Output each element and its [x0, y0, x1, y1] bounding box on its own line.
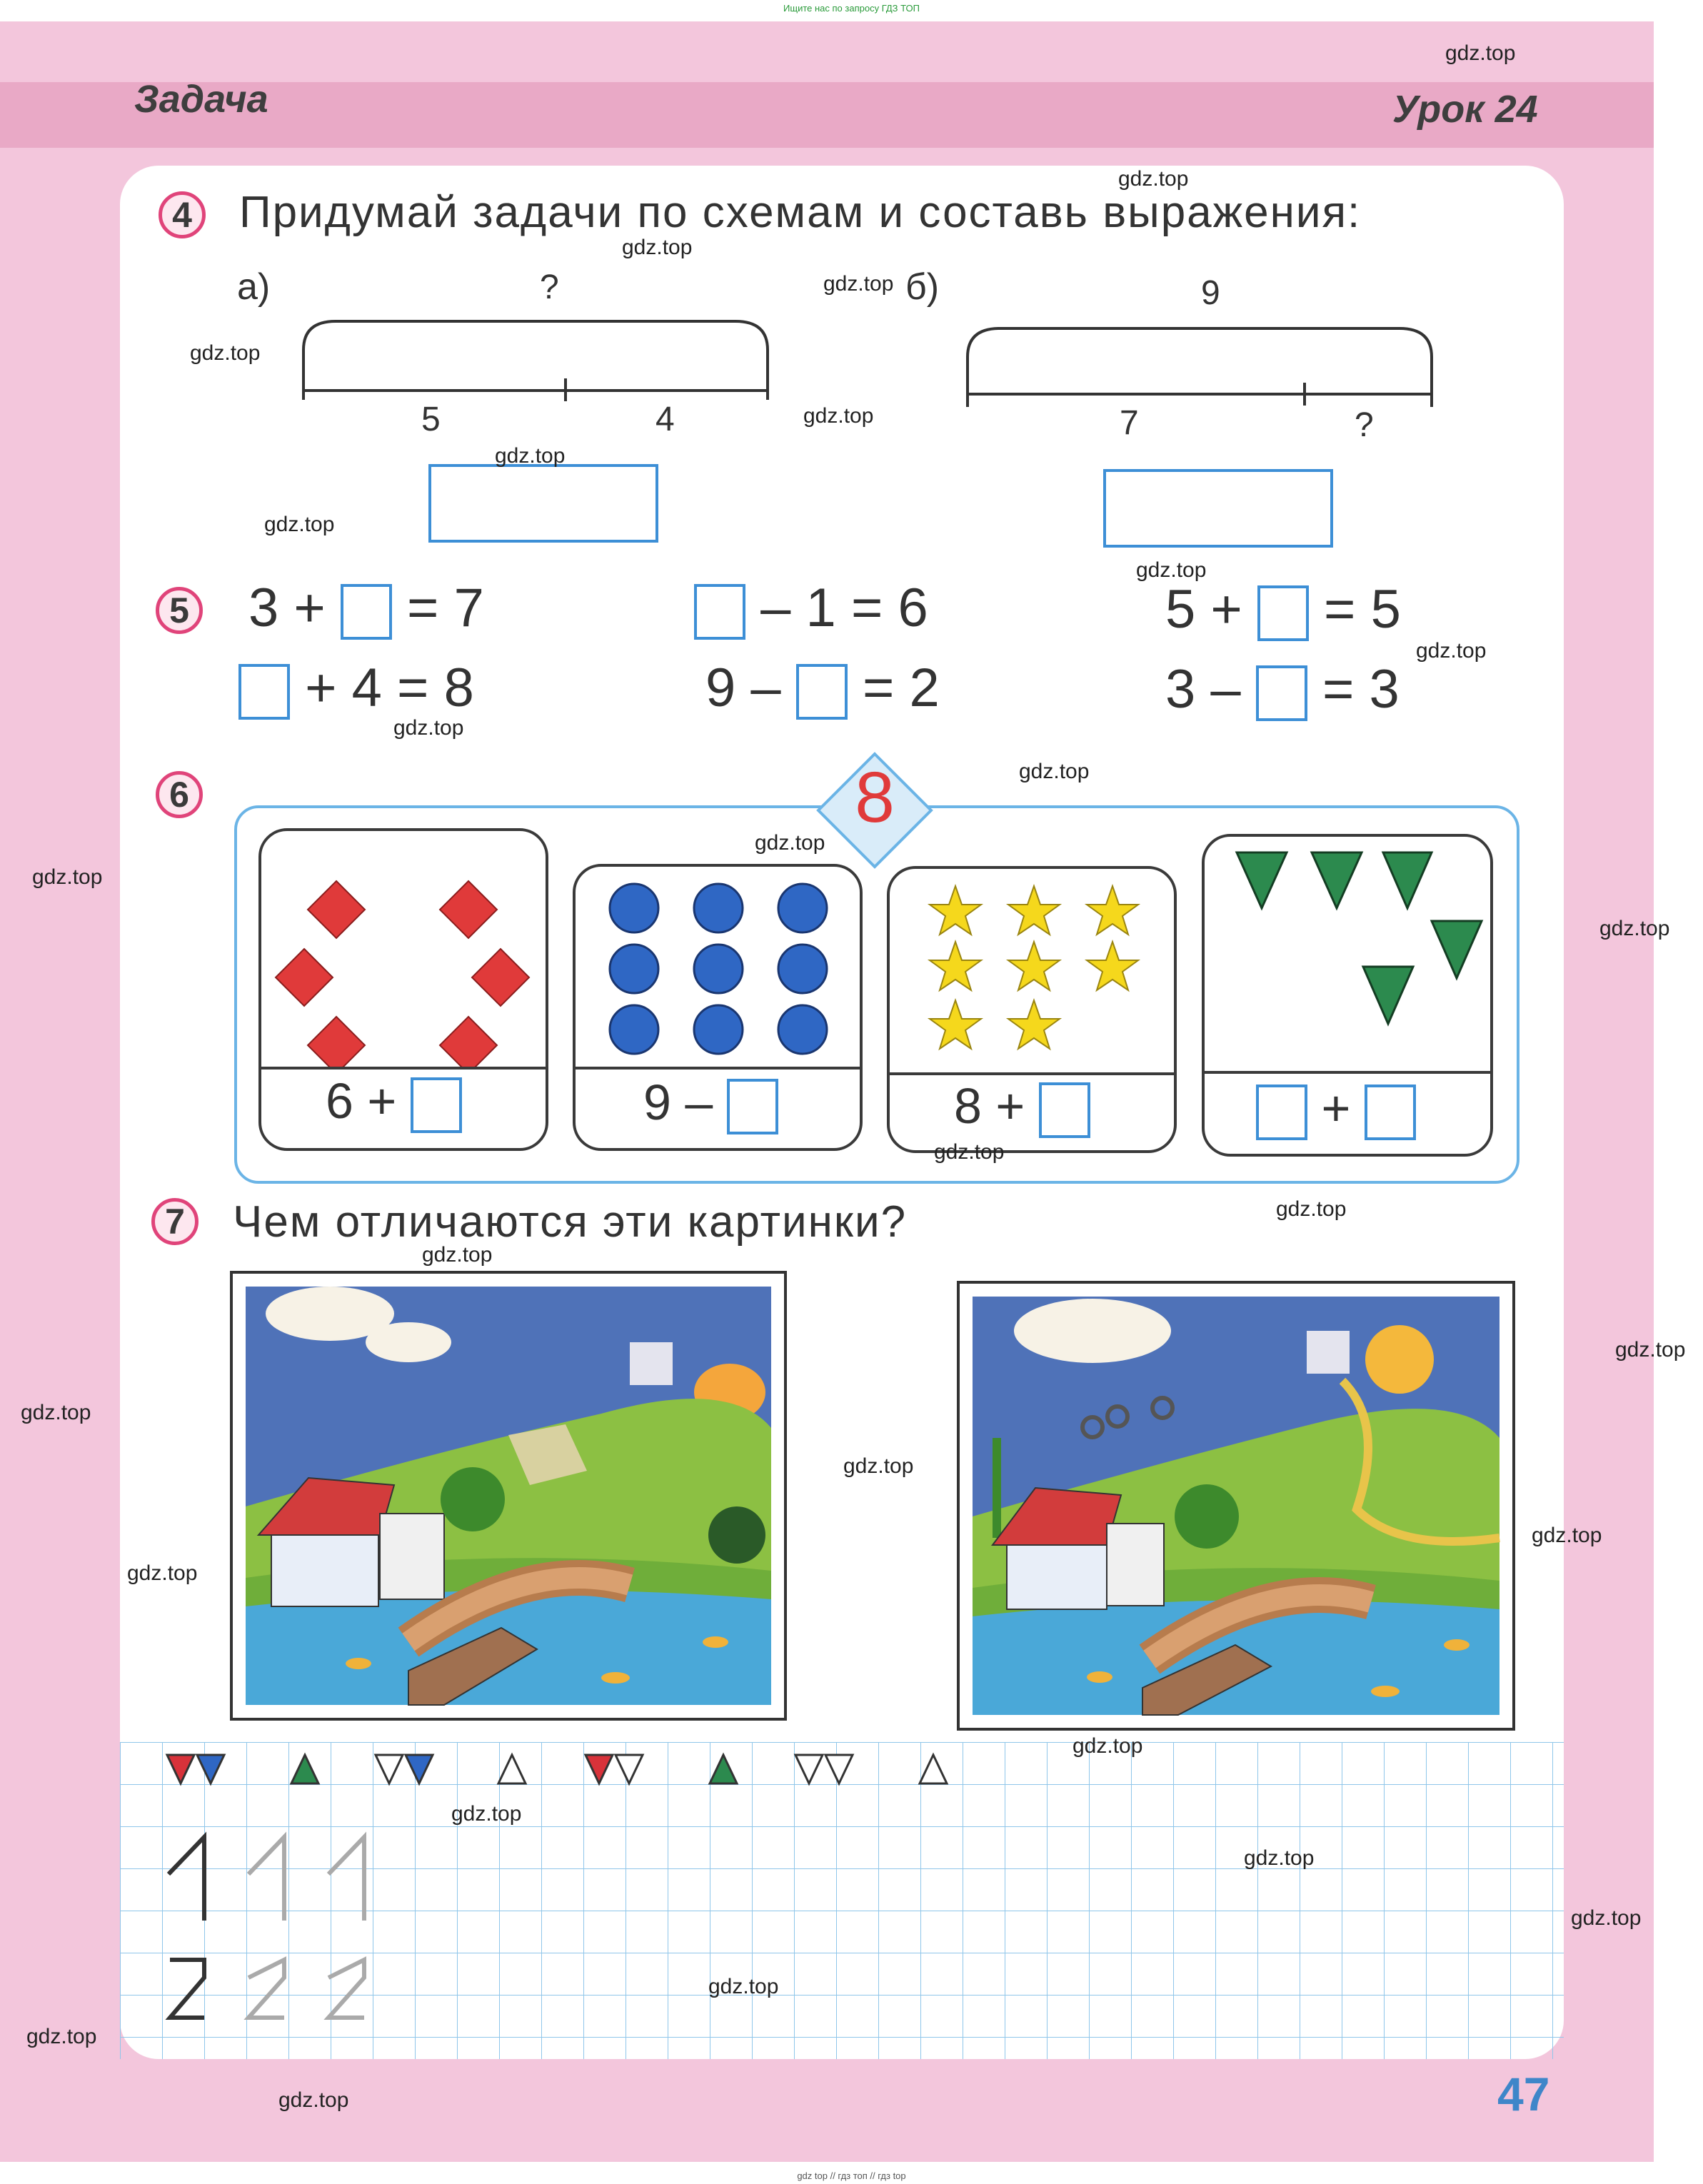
header-topic: Задача	[134, 78, 268, 121]
scheme-b-right: ?	[1355, 406, 1374, 444]
diamond-icon	[308, 881, 365, 938]
target-number: 8	[855, 758, 895, 837]
eq3-a: 5	[1165, 579, 1196, 640]
watermark: gdz.top	[422, 1243, 493, 1267]
triangle-icon	[1432, 921, 1482, 978]
watermark: gdz.top	[1615, 1338, 1686, 1362]
task-number-6: 6	[156, 771, 203, 818]
task-number-4: 4	[159, 191, 206, 238]
watermark: gdz.top	[264, 513, 335, 536]
eq2-result: 6	[898, 578, 928, 638]
watermark: gdz.top	[708, 1975, 779, 1998]
circle-icon	[778, 1005, 827, 1054]
task-number-7: 7	[151, 1198, 199, 1245]
equation-2	[694, 577, 928, 640]
eq6-a: 3	[1165, 659, 1196, 720]
landscape-picture-1	[230, 1271, 787, 1721]
eq5-a: 9	[705, 658, 736, 718]
watermark: gdz.top	[1445, 41, 1516, 65]
watermark: gdz.top	[451, 1802, 522, 1826]
eq1-a: 3	[248, 578, 279, 638]
scheme-b-left: 7	[1120, 404, 1139, 442]
watermark: gdz.top	[1599, 917, 1670, 940]
scheme-b-label: б)	[905, 266, 940, 308]
handwriting-grid	[120, 1742, 1564, 2059]
answer-box-a[interactable]	[428, 464, 658, 543]
eq1-result: 7	[453, 578, 484, 638]
watermark: gdz.top	[1532, 1524, 1602, 1547]
diamond-icon	[440, 1017, 497, 1067]
star-icon	[1008, 1000, 1060, 1049]
watermark: gdz.top	[803, 404, 874, 428]
page-edge	[1654, 21, 1703, 2162]
card4-blank-1[interactable]	[1256, 1085, 1307, 1140]
triangles-group	[1205, 837, 1490, 1072]
watermark: gdz.top	[1276, 1197, 1347, 1221]
eq2-blank[interactable]	[694, 584, 745, 640]
task7-text: Чем отличаются эти картинки?	[233, 1197, 908, 1247]
scheme-a-label: а)	[237, 266, 271, 308]
bottom-note: gdz top // гдз топ // гдз top	[797, 2170, 906, 2181]
watermark: gdz.top	[823, 272, 894, 296]
circle-icon	[694, 884, 743, 932]
eq6-op: –	[1210, 659, 1241, 720]
watermark: gdz.top	[127, 1561, 198, 1585]
diamond-icon	[276, 949, 333, 1006]
card3-a: 8	[954, 1078, 982, 1134]
watermark: gdz.top	[934, 1140, 1005, 1164]
circle-icon	[610, 884, 658, 932]
watermark: gdz.top	[393, 716, 464, 740]
task4-text: Придумай задачи по схемам и составь выражения:	[239, 188, 1362, 237]
watermark: gdz.top	[1571, 1906, 1642, 1930]
watermark: gdz.top	[21, 1401, 91, 1424]
watermark: gdz.top	[755, 831, 825, 855]
diamond-icon	[472, 949, 529, 1006]
answer-box-b[interactable]	[1103, 469, 1333, 548]
circle-icon	[778, 884, 827, 932]
circle-icon	[610, 945, 658, 993]
circle-icon	[610, 1005, 658, 1054]
scheme-a-top: ?	[540, 268, 559, 306]
scheme-b-diagram	[950, 314, 1450, 414]
card1-a: 6	[326, 1073, 353, 1129]
card-stars	[887, 866, 1177, 1153]
card4-op: +	[1321, 1080, 1351, 1136]
watermark: gdz.top	[843, 1454, 914, 1478]
card3-op: +	[995, 1078, 1025, 1134]
eq3-result: 5	[1370, 579, 1401, 640]
circle-icon	[778, 945, 827, 993]
watermark: gdz.top	[32, 865, 103, 889]
watermark: gdz.top	[1072, 1734, 1143, 1758]
watermark: gdz.top	[278, 2088, 349, 2112]
eq4-result: 8	[443, 658, 474, 718]
triangle-icon	[1312, 852, 1362, 908]
star-icon	[1087, 886, 1138, 935]
eq3-blank[interactable]	[1257, 585, 1309, 641]
card2-blank[interactable]	[727, 1079, 778, 1134]
eq6-result: 3	[1369, 659, 1400, 720]
diamond-icon	[440, 881, 497, 938]
star-icon	[930, 942, 981, 990]
circle-icon	[694, 1005, 743, 1054]
watermark: gdz.top	[190, 341, 261, 365]
eq6-blank[interactable]	[1256, 665, 1307, 721]
card2-op: –	[685, 1075, 713, 1130]
eq4-b: 4	[351, 658, 382, 718]
watermark: gdz.top	[1416, 639, 1487, 663]
top-note: Ищите нас по запросу ГДЗ ТОП	[783, 3, 920, 14]
triangle-icon	[1237, 852, 1287, 908]
watermark: gdz.top	[495, 444, 566, 468]
star-icon	[1008, 942, 1060, 990]
eq1-op: +	[293, 578, 326, 638]
scheme-b-top: 9	[1201, 274, 1220, 312]
equation-6	[1165, 658, 1400, 721]
eq5-result: 2	[909, 658, 940, 718]
watermark: gdz.top	[1019, 760, 1090, 783]
eq4-blank[interactable]	[238, 664, 290, 720]
scheme-a-left: 5	[421, 401, 441, 438]
eq2-eq: =	[850, 578, 883, 638]
star-icon	[1008, 886, 1060, 935]
page-number: 47	[1497, 2068, 1550, 2120]
scheme-a-diagram	[286, 307, 785, 407]
star-icon	[930, 886, 981, 935]
header-lesson: Урок 24	[1392, 88, 1538, 131]
watermark: gdz.top	[1244, 1846, 1315, 1870]
eq1-eq: =	[407, 578, 439, 638]
diamond-icon	[308, 1017, 365, 1067]
card1-blank[interactable]	[411, 1077, 462, 1133]
watermark: gdz.top	[1118, 167, 1189, 191]
eq2-b: 1	[805, 578, 836, 638]
watermark: gdz.top	[1136, 558, 1207, 582]
eq5-eq: =	[862, 658, 895, 718]
landscape-picture-2	[957, 1281, 1515, 1731]
equation-3	[1165, 578, 1401, 641]
task-number-5: 5	[156, 587, 203, 634]
circle-icon	[694, 945, 743, 993]
card-triangles	[1202, 834, 1493, 1157]
diamonds-group	[261, 831, 546, 1067]
card-diamonds	[258, 828, 548, 1151]
eq6-eq: =	[1322, 659, 1355, 720]
card-circles	[573, 864, 863, 1151]
card4-blank-2[interactable]	[1365, 1085, 1416, 1140]
card3-blank[interactable]	[1039, 1082, 1090, 1138]
triangle-icon	[1363, 967, 1413, 1024]
equation-5	[705, 657, 940, 720]
eq5-op: –	[750, 658, 781, 718]
stars-group	[890, 869, 1174, 1077]
eq4-eq: =	[397, 658, 429, 718]
card1-op: +	[367, 1073, 397, 1129]
card2-a: 9	[643, 1075, 671, 1130]
watermark: gdz.top	[622, 236, 693, 259]
equation-1	[248, 577, 484, 640]
eq3-eq: =	[1324, 579, 1356, 640]
eq2-op: –	[760, 578, 791, 638]
triangle-icon	[1383, 852, 1432, 908]
eq1-blank[interactable]	[341, 584, 392, 640]
star-icon	[930, 1000, 981, 1049]
eq4-op: +	[305, 658, 337, 718]
star-icon	[1087, 942, 1138, 990]
equation-4	[238, 657, 474, 720]
watermark: gdz.top	[26, 2025, 97, 2048]
eq5-blank[interactable]	[796, 664, 848, 720]
eq3-op: +	[1210, 579, 1242, 640]
circles-group	[576, 867, 860, 1075]
scheme-a-right: 4	[655, 401, 675, 438]
